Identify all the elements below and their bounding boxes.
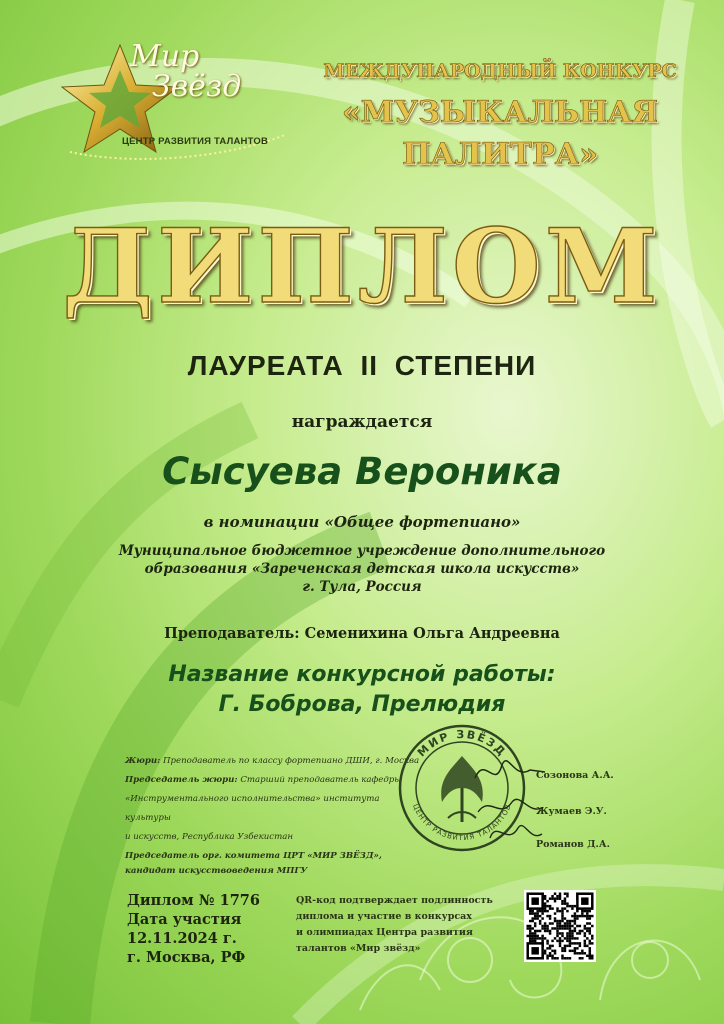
- chair-line: [125, 771, 425, 790]
- logo-wordmark: [130, 39, 290, 104]
- jury-line: [125, 752, 425, 771]
- awarded-text: награждается: [291, 412, 433, 432]
- teacher: Преподаватель: Семенихина Ольга Андреевна: [164, 625, 560, 642]
- signature-name-3: Романов Д.А.: [536, 839, 610, 850]
- nomination: в номинации «Общее фортепиано»: [203, 513, 521, 531]
- seal-top-text: МИР ЗВЁЗД: [414, 727, 510, 760]
- work-title-block: [0, 660, 724, 720]
- qr-line2: диплома и участие в конкурсах: [296, 911, 472, 922]
- seal-bottom-text: ЦЕНТР РАЗВИТИЯ ТАЛАНТОВ: [410, 802, 514, 843]
- qr-line3: и олимпиадах Центра развития: [296, 927, 473, 938]
- recipient-name: Сысуева Вероника: [162, 450, 562, 493]
- org-label: Председатель орг. комитета ЦРТ «МИР ЗВЁЗД»,: [125, 851, 382, 861]
- contest-name-line2: ПАЛИТРА»: [402, 137, 598, 172]
- participation-date: 12.11.2024 г.: [127, 930, 237, 947]
- city: г. Москва, РФ: [127, 949, 246, 966]
- logo-line2: Звёзд: [152, 69, 242, 104]
- org-line: [125, 847, 425, 863]
- org-degree-line: [125, 863, 425, 879]
- institution-location: г. Тула, Россия: [302, 579, 422, 595]
- chair-text-1: Старший преподаватель кафедры: [240, 775, 402, 785]
- jury-label: Жюри:: [125, 756, 161, 766]
- diploma-title: ДИПЛОМ: [62, 207, 662, 327]
- institution-line2: образования «Зареченская детская школа искусств»: [144, 561, 580, 577]
- qr-line1: QR-код подтверждает подлинность: [296, 895, 493, 906]
- signature-name-1: Созонова А.А.: [536, 770, 614, 781]
- chair-text-3: и искусств, Республика Узбекистан: [125, 832, 294, 842]
- contest-name: [300, 92, 700, 176]
- contest-name-line1: «МУЗЫКАЛЬНАЯ: [341, 95, 659, 130]
- laureate-degree: ЛАУРЕАТА II СТЕПЕНИ: [187, 350, 537, 381]
- logo-line1: Мир: [130, 39, 200, 74]
- qr-code-icon[interactable]: [524, 890, 596, 962]
- signature-name-2: Жумаев Э.У.: [536, 806, 607, 817]
- work-title: Г. Боброва, Прелюдия: [218, 692, 506, 717]
- institution: [0, 542, 724, 596]
- qr-description: [296, 893, 496, 957]
- diploma-number: Диплом № 1776: [127, 892, 260, 909]
- contest-type: МЕЖДУНАРОДНЫЙ КОНКУРС: [323, 60, 677, 82]
- chair-label: Председатель жюри:: [125, 775, 238, 785]
- org-text: кандидат искусствоведения МПГУ: [125, 866, 308, 876]
- qr-line4: талантов «Мир звёзд»: [296, 943, 421, 954]
- jury-text: Преподаватель по классу фортепиано ДШИ, г. Москва: [163, 756, 420, 766]
- chair-text-2: «Инструментального исполнительства» института культуры: [125, 794, 380, 823]
- work-label: Название конкурсной работы:: [168, 662, 556, 687]
- institution-line1: Муниципальное бюджетное учреждение дополнительного: [118, 543, 606, 559]
- diploma-info: [127, 891, 297, 967]
- logo-subtitle: ЦЕНТР РАЗВИТИЯ ТАЛАНТОВ: [122, 136, 269, 147]
- signature-scribbles-icon: [470, 750, 550, 850]
- jury-block: [125, 752, 425, 879]
- date-label: Дата участия: [127, 911, 242, 928]
